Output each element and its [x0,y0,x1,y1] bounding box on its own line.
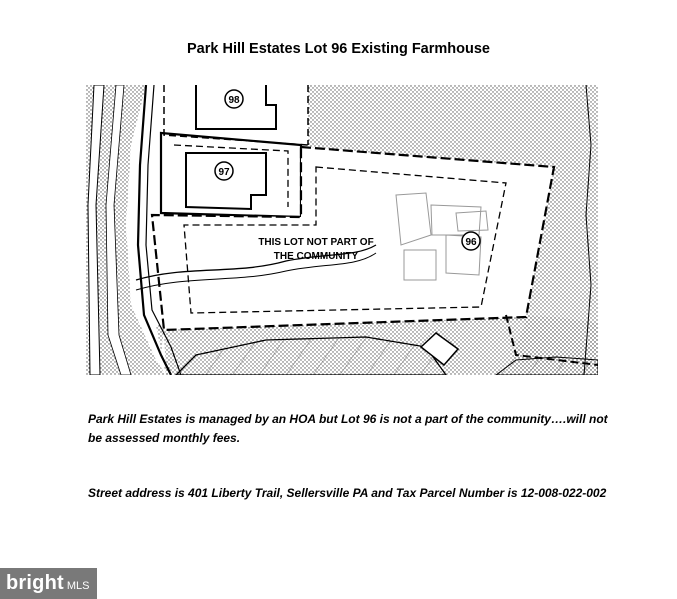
lot-96-label: 96 [465,237,477,248]
document-title: Park Hill Estates Lot 96 Existing Farmhouse [187,41,490,57]
callout-line-1: THIS LOT NOT PART OF [258,237,374,248]
watermark-brand: bright [6,572,64,594]
watermark-suffix: MLS [66,579,90,592]
site-plan-drawing [86,85,598,375]
bright-mls-watermark [0,568,97,599]
lot-98-label: 98 [228,95,240,106]
callout-line-2: THE COMMUNITY [273,251,359,262]
address-note: Street address is 401 Liberty Trail, Sellersville PA and Tax Parcel Number is 12-008-022-002 [88,486,607,500]
hoa-note: Park Hill Estates is managed by an HOA but Lot 96 is not a part of the community….will not be assessed monthly fees. [88,412,608,445]
lot-97-label: 97 [218,167,230,178]
site-plan-map [86,85,598,375]
